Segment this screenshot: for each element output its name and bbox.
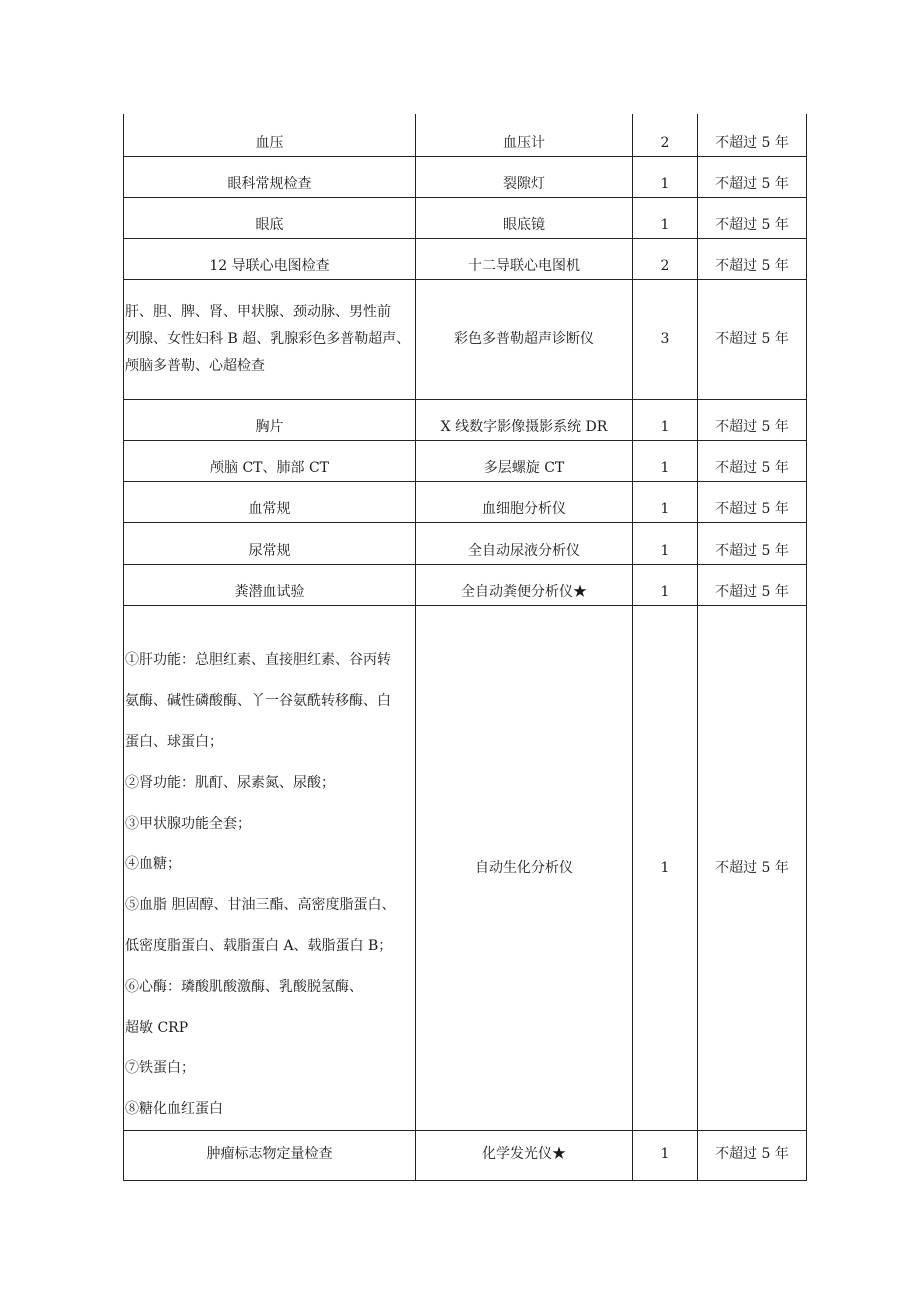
equipment-table [123, 114, 807, 1181]
device-cell: 自动生化分析仪 [416, 606, 633, 1131]
quantity-cell: 2 [633, 114, 698, 157]
exam-item-line: 肝、胆、脾、肾、甲状腺、颈动脉、男性前 [125, 304, 391, 320]
exam-item-lines [124, 295, 415, 384]
quantity-cell: 1 [633, 1131, 698, 1181]
device-cell: 血压计 [416, 114, 633, 157]
exam-item-line: ⑦铁蛋白； [125, 1060, 195, 1077]
exam-item-line: 颅脑多普勒、心超检查 [125, 358, 265, 374]
exam-item-line: 蛋白、球蛋白； [125, 734, 223, 751]
service-age-cell: 不超过 5 年 [698, 239, 807, 280]
exam-item-cell [124, 280, 416, 400]
device-cell: 化学发光仪★ [416, 1131, 633, 1181]
table-row [124, 114, 807, 157]
exam-item-line: ⑧糖化血红蛋白 [125, 1101, 223, 1118]
exam-item-line: 列腺、女性妇科 B 超、乳腺彩色多普勒超声、 [125, 331, 411, 347]
table-row [124, 565, 807, 606]
quantity-cell: 1 [633, 198, 698, 239]
device-cell: 十二导联心电图机 [416, 239, 633, 280]
service-age-cell: 不超过 5 年 [698, 565, 807, 606]
exam-item-cell: 眼底 [124, 198, 416, 239]
exam-item-line: 超敏 CRP [125, 1019, 189, 1036]
quantity-cell: 1 [633, 606, 698, 1131]
exam-item-line: ①肝功能：总胆红素、直接胆红素、谷丙转 [125, 652, 391, 669]
service-age-cell: 不超过 5 年 [698, 280, 807, 400]
table-row [124, 157, 807, 198]
service-age-cell: 不超过 5 年 [698, 1131, 807, 1181]
service-age-cell: 不超过 5 年 [698, 400, 807, 441]
device-cell: 全自动粪便分析仪★ [416, 565, 633, 606]
quantity-cell: 1 [633, 565, 698, 606]
service-age-cell: 不超过 5 年 [698, 606, 807, 1131]
exam-item-line: ④血糖； [125, 856, 181, 873]
quantity-cell: 1 [633, 523, 698, 565]
exam-item-cell: 血压 [124, 114, 416, 157]
exam-item-cell: 肿瘤标志物定量检查 [124, 1131, 416, 1181]
service-age-cell: 不超过 5 年 [698, 482, 807, 523]
device-cell: 彩色多普勒超声诊断仪 [416, 280, 633, 400]
exam-item-cell [124, 606, 416, 1131]
exam-item-cell: 尿常规 [124, 523, 416, 565]
quantity-cell: 1 [633, 482, 698, 523]
table-row [124, 198, 807, 239]
table-row [124, 523, 807, 565]
exam-item-line: 低密度脂蛋白、载脂蛋白 A、载脂蛋白 B； [125, 938, 393, 955]
device-cell: X 线数字影像摄影系统 DR [416, 400, 633, 441]
table-row [124, 1131, 807, 1181]
quantity-cell: 3 [633, 280, 698, 400]
quantity-cell: 1 [633, 441, 698, 482]
service-age-cell: 不超过 5 年 [698, 114, 807, 157]
exam-item-cell: 眼科常规检查 [124, 157, 416, 198]
exam-item-line: ③甲状腺功能全套； [125, 815, 251, 832]
device-cell: 眼底镜 [416, 198, 633, 239]
device-cell: 全自动尿液分析仪 [416, 523, 633, 565]
table-row [124, 400, 807, 441]
quantity-cell: 1 [633, 157, 698, 198]
service-age-cell: 不超过 5 年 [698, 157, 807, 198]
service-age-cell: 不超过 5 年 [698, 198, 807, 239]
table-row [124, 239, 807, 280]
exam-item-cell: 颅脑 CT、肺部 CT [124, 441, 416, 482]
service-age-cell: 不超过 5 年 [698, 523, 807, 565]
exam-item-cell: 粪潜血试验 [124, 565, 416, 606]
exam-item-cell: 胸片 [124, 400, 416, 441]
table-row [124, 482, 807, 523]
service-age-cell: 不超过 5 年 [698, 441, 807, 482]
exam-item-line: ②肾功能：肌酊、尿素氮、尿酸； [125, 774, 335, 791]
exam-item-line: ⑤血脂 胆固醇、甘油三酯、高密度脂蛋白、 [125, 897, 396, 914]
device-cell: 多层螺旋 CT [416, 441, 633, 482]
table-row [124, 441, 807, 482]
device-cell: 裂隙灯 [416, 157, 633, 198]
table-row [124, 280, 807, 400]
exam-item-cell: 12 导联心电图检查 [124, 239, 416, 280]
exam-item-lines [124, 640, 415, 1130]
device-cell: 血细胞分析仪 [416, 482, 633, 523]
table-row [124, 606, 807, 1131]
exam-item-cell: 血常规 [124, 482, 416, 523]
quantity-cell: 2 [633, 239, 698, 280]
quantity-cell: 1 [633, 400, 698, 441]
exam-item-line: 氨酶、碱性磷酸酶、丫一谷氨酰转移酶、白 [125, 693, 391, 710]
exam-item-line: ⑥心酶：璘酸肌酸激酶、乳酸脱氢酶、 [125, 978, 363, 995]
